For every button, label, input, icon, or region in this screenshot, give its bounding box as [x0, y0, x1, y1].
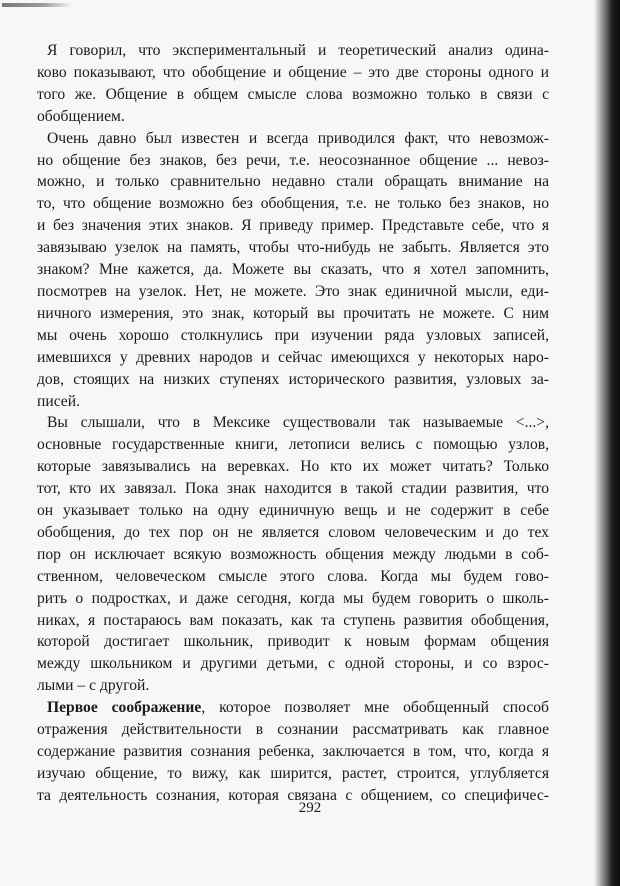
paragraph-3: [37, 412, 549, 697]
text-line: между школьником и другими детьми, с одной стороны, и со взрос-: [37, 655, 549, 673]
text-line: которой достигает школьник, приводит к новым формам общения: [37, 633, 549, 651]
text-line: то, что общение возможно без обобщения, т.е. не только без знаков, но: [37, 195, 549, 213]
paragraph-4: [37, 697, 549, 807]
text-line: можно, и только сравнительно недавно стали обращать внимание на: [37, 173, 549, 191]
text-line: и без значения этих знаков. Я приведу пример. Представьте себе, что я: [37, 217, 549, 235]
text-line: завязываю узелок на память, чтобы что-нибудь не забыть. Является это: [37, 239, 549, 257]
text-run: , которое позволяет мне обобщенный способ: [201, 699, 549, 717]
text-line: Очень давно был известен и всегда приводился факт, что невозмож-: [47, 129, 549, 147]
text-line: тот, кто их завязал. Пока знак находится в такой стадии развития, что: [37, 480, 549, 498]
text-line: писей.: [37, 392, 80, 410]
text-line: лыми – с другой.: [37, 677, 150, 695]
text-line: отражения действительности в сознании рассматривать как главное: [37, 721, 549, 739]
text-line: знаком? Мне кажется, да. Можете вы сказать, что я хотел запомнить,: [37, 261, 549, 279]
text-line: дов, стоящих на низких ступенях исторического развития, узловых за-: [37, 370, 549, 388]
text-line: ственном, человеческом смысле этого слова. Когда мы будем гово-: [37, 567, 549, 585]
text-line: Вы слышали, что в Мексике существовали так называемые <...>,: [47, 414, 549, 432]
text-line: обобщением.: [37, 107, 125, 125]
text-line: ково показывают, что обобщение и общение – это две стороны одного и: [37, 63, 549, 81]
text-line: имевшихся у древних народов и сейчас имеющихся у некоторых наро-: [37, 348, 549, 366]
paragraph-1: [37, 40, 549, 128]
text-line: та деятельность сознания, которая связана с общением, со специфичес-: [37, 786, 549, 804]
text-line: он указывает только на одну единичную вещь и не содержит в себе: [37, 502, 549, 520]
body-text: [37, 40, 549, 807]
text-line: ничного измерения, это знак, который вы прочитать не можете. С ним: [37, 304, 549, 322]
paragraph-2: [37, 128, 549, 413]
page-number: 292: [298, 800, 322, 816]
text-line: но общение без знаков, без речи, т.е. неосознанное общение ... невоз-: [37, 151, 549, 169]
text-line: содержание развития сознания ребенка, заключается в том, что, когда я: [37, 743, 549, 760]
text-line: изучаю общение, то вижу, как ширится, растет, строится, углубляется: [37, 764, 549, 782]
text-line: которые завязывались на веревках. Но кто их может читать? Только: [37, 458, 549, 476]
text-line: [37, 697, 549, 719]
binding-shadow: [594, 0, 620, 886]
paragraph-heading: Первое соображение: [47, 699, 202, 717]
text-line: обобщения, до тех пор он не является словом человеческим и до тех: [37, 523, 549, 541]
text-line: основные государственные книги, летописи велись с помощью узлов,: [37, 436, 549, 454]
text-line: Я говорил, что экспериментальный и теоретический анализ одина-: [47, 42, 549, 59]
text-line: пор он исключает всякую возможность общения между людьми в соб-: [37, 545, 549, 563]
text-line: мы очень хорошо столкнулись при изучении ряда узловых записей,: [37, 326, 549, 344]
text-line: посмотрев на узелок. Нет, не можете. Это знак единичной мысли, еди-: [37, 282, 549, 300]
text-line: никах, я постараюсь вам показать, как та ступень развития обобщения,: [37, 611, 549, 629]
text-line: рить о подростках, и даже сегодня, когда мы будем говорить о школь-: [37, 589, 549, 607]
text-line: того же. Общение в общем смысле слова возможно только в связи с: [37, 85, 549, 103]
scan-corner-mark: [2, 3, 72, 7]
